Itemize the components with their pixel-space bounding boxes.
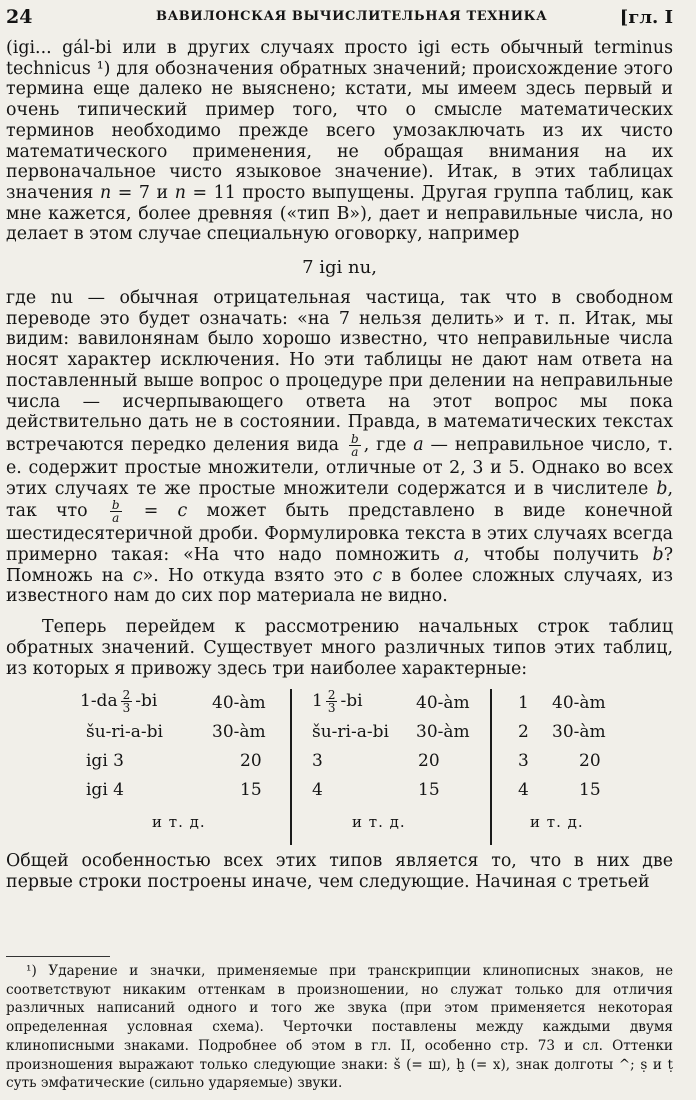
table3-row4-label: 4 — [518, 780, 529, 801]
footnote: ¹) Ударение и значки, применяемые при транскрипции клинописных знаков, не соответствуют никаким оттенкам в произношении, но служат только для отличия различных написаний одного и того же звука (при этом применяется некоторая определенная условная схема). Черточки поставлены между каждыми двумя клинописными знаками. Подробнее об этом в гл. II, особенно стр. 73 и сл. Оттенки произношения выражают только следующие знаки: š (= ш), ḫ (= х), знак долготы ^; ṣ и ṭ суть эмфатические (сильно ударяемые) звуки. — [6, 963, 673, 1092]
table2-row3-label: 3 — [312, 751, 323, 772]
table-divider — [290, 689, 292, 845]
table1-etc: и т. д. — [152, 813, 206, 832]
display-formula: 7 igi nu, — [302, 257, 377, 279]
paragraph-2: где nu — обычная отрицательная частица, так что в свободном переводе это будет означать: «на 7 нельзя делить» и т. п. Итак, мы видим: вавилонянам было хорошо известно, что неправильные числа носят характер исключения. Но эти таблицы не дают нам ответа на поставленный выше вопрос о процедуре при делении на неправильные числа — исчерпывающего ответа на этот вопрос мы пока действительно дать не в состоянии. Правда, в математических текстах встречаются передко деления вида $\frac{b}{a}$ , где a — неправильное число, т. е. содержит простые множители, отличные от 2, 3 и 5. Однако во всех этих случаях те же простые множители содержатся и в числителе b, так что $\frac{b}{a}$ = c может быть представлено в виде конечной шестидесятеричной дроби. Формулировка текста в этих случаях всегда примерно такая: «На что надо помножить a, чтобы получить b? Помножь на c». Но откуда взято это c в более сложных случаях, из известного нам до сих пор материала не видно. — [6, 288, 674, 607]
fraction-two-thirds: $\frac{2}{3}$ — [327, 688, 336, 716]
table3-row2-value: 30-àm — [552, 722, 606, 743]
chapter-marker: [гл. I — [619, 7, 673, 28]
table3-row4-value: 15 — [579, 780, 601, 801]
table3-row1-label: 1 — [518, 693, 529, 714]
table1-row4-value: 15 — [240, 780, 262, 801]
page-number: 24 — [6, 6, 33, 28]
table2-row3-value: 20 — [418, 751, 440, 772]
table2-row4-value: 15 — [418, 780, 440, 801]
table2-etc: и т. д. — [352, 813, 406, 832]
table1-row2-label: šu-ri-a-bi — [86, 722, 163, 743]
fraction-b-over-a: $\frac{b}{a}$ — [111, 498, 120, 526]
reciprocal-tables — [6, 689, 673, 849]
table2-row4-label: 4 — [312, 780, 323, 801]
paragraph-1: (igi... gál-bi или в других случаях просто igi есть обычный terminus technicus ¹) для обозначения обратных значений; происхождение этого термина еще далеко не выяснено; кстати, мы имеем здесь первый и очень типический пример того, что о смысле математических терминов необходимо прежде всего умозаключать из их чисто математического применения, не обращая внимания на их первоначальное чисто языковое значение). Итак, в этих таблицах значения n = 7 и n = 11 просто выпущены. Другая группа таблиц, как мне кажется, более древняя («тип B»), дает и неправильные числа, но делает в этом случае специальную оговорку, например — [6, 38, 673, 245]
var-n: n — [174, 182, 186, 203]
paragraph-3: Теперь перейдем к рассмотрению начальных строк таблиц обратных значений. Существует много различных типов этих таблиц, из которых я привожу здесь три наиболее характерные: — [6, 617, 673, 679]
var-n: n — [99, 182, 112, 203]
table2-row2-value: 30-àm — [416, 722, 470, 743]
table1-row3-label: igi 3 — [86, 751, 124, 772]
table2-row2-label: šu-ri-a-bi — [312, 722, 389, 743]
table2-row1-value: 40-àm — [416, 693, 470, 714]
fraction-two-thirds: $\frac{2}{3}$ — [122, 688, 131, 716]
table-divider — [490, 689, 492, 845]
table3-row2-label: 2 — [518, 722, 529, 743]
table1-row3-value: 20 — [240, 751, 262, 772]
table1-row2-value: 30-àm — [212, 722, 266, 743]
running-head: ВАВИЛОНСКАЯ ВЫЧИСЛИТЕЛЬНАЯ ТЕХНИКА — [156, 9, 548, 24]
table1-row1-value: 40-àm — [212, 693, 266, 714]
fraction-b-over-a: $\frac{b}{a}$ — [351, 431, 359, 459]
table3-etc: и т. д. — [530, 813, 584, 832]
paragraph-4: Общей особенностью всех этих типов является то, что в них две первые строки построены иначе, чем следующие. Начиная с третьей — [6, 851, 673, 892]
table3-row1-value: 40-àm — [552, 693, 606, 714]
table2-row1-label: 1 $\frac{2}{3}$ -bi — [312, 688, 363, 716]
book-page — [6, 4, 673, 893]
page-header — [6, 4, 673, 38]
table3-row3-value: 20 — [579, 751, 601, 772]
table1-row1-label: 1-da $\frac{2}{3}$ -bi — [80, 688, 158, 716]
table1-row4-label: igi 4 — [86, 780, 124, 801]
footnote-rule — [6, 956, 110, 957]
table3-row3-label: 3 — [518, 751, 529, 772]
